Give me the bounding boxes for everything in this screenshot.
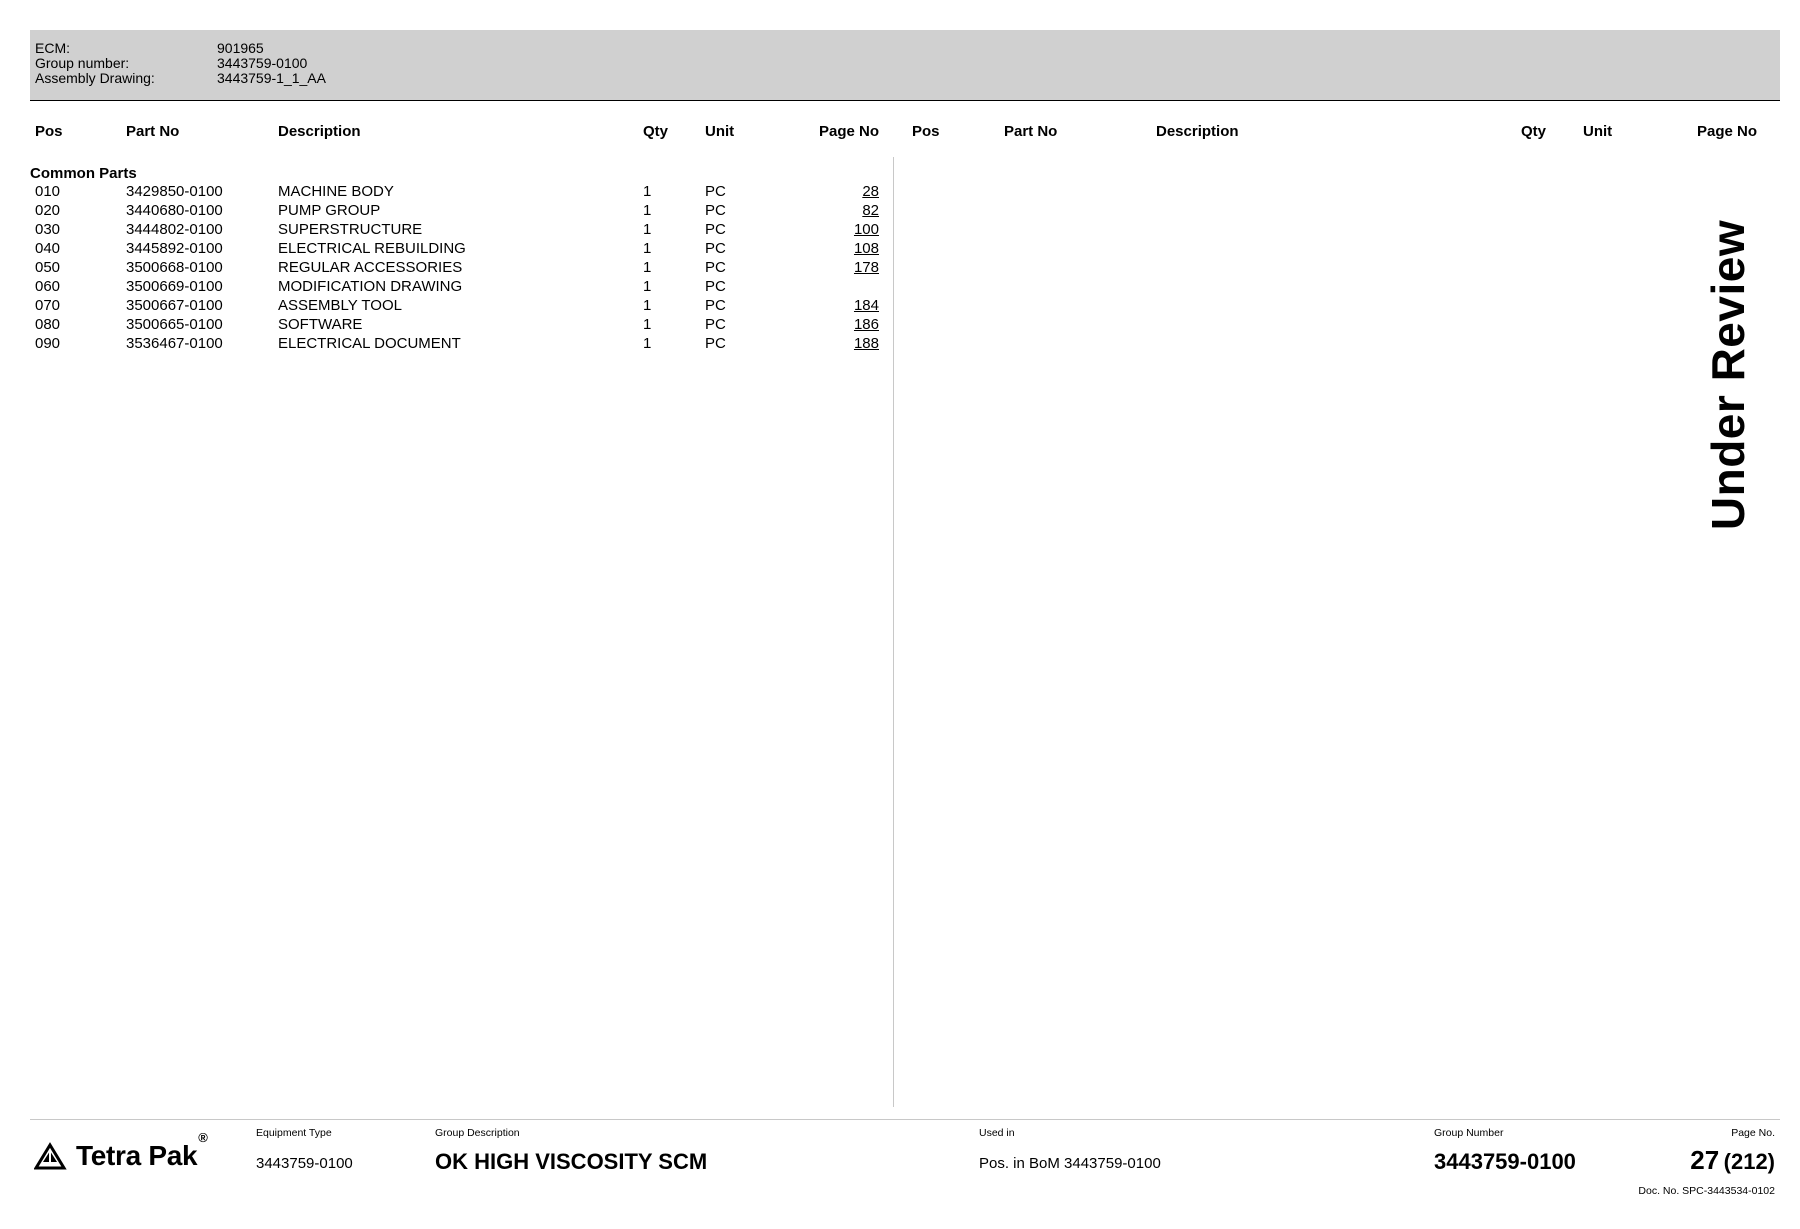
row-page-link[interactable]: 108 xyxy=(853,240,879,257)
row-page-link[interactable]: 100 xyxy=(853,221,879,238)
row-description: ASSEMBLY TOOL xyxy=(278,297,402,314)
col-unit-left: Unit xyxy=(705,123,735,140)
col-qty-right: Qty xyxy=(1521,123,1547,140)
under-review-watermark: Under Review xyxy=(1702,219,1754,531)
equipment-type-label: Equipment Type xyxy=(256,1127,332,1139)
row-unit: PC xyxy=(705,202,726,219)
row-pos: 020 xyxy=(35,202,61,219)
row-unit: PC xyxy=(705,316,726,333)
row-pos: 040 xyxy=(35,240,61,257)
row-part-no: 3500665-0100 xyxy=(126,316,223,333)
row-part-no: 3444802-0100 xyxy=(126,221,223,238)
row-part-no: 3500669-0100 xyxy=(126,278,223,295)
group-number-value: 3443759-0100 xyxy=(217,55,308,71)
row-part-no: 3445892-0100 xyxy=(126,240,223,257)
column-divider xyxy=(893,157,894,1107)
row-description: SOFTWARE xyxy=(278,316,363,333)
row-description: MACHINE BODY xyxy=(278,183,394,200)
row-pos: 010 xyxy=(35,183,61,200)
table-row xyxy=(0,277,893,296)
col-part-no-right: Part No xyxy=(1004,123,1058,140)
row-pos: 070 xyxy=(35,297,61,314)
row-unit: PC xyxy=(705,240,726,257)
row-description: PUMP GROUP xyxy=(278,202,381,219)
row-qty: 1 xyxy=(643,316,652,333)
row-qty: 1 xyxy=(643,240,652,257)
col-page-no-left: Page No xyxy=(818,123,879,140)
logo-text xyxy=(76,1130,208,1172)
col-pos-right: Pos xyxy=(912,123,940,140)
row-pos: 090 xyxy=(35,335,61,352)
table-row xyxy=(0,296,893,315)
row-page-link[interactable]: 28 xyxy=(862,183,879,200)
row-page-link[interactable]: 178 xyxy=(853,259,879,276)
row-unit: PC xyxy=(705,183,726,200)
row-qty: 1 xyxy=(643,297,652,314)
used-in-label: Used in xyxy=(979,1127,1015,1139)
group-number-label: Group number: xyxy=(35,55,130,71)
assembly-drawing-value: 3443759-1_1_AA xyxy=(217,70,326,86)
row-pos: 060 xyxy=(35,278,61,295)
table-row xyxy=(0,182,893,201)
row-description: ELECTRICAL DOCUMENT xyxy=(278,335,461,352)
row-qty: 1 xyxy=(643,202,652,219)
row-part-no: 3536467-0100 xyxy=(126,335,223,352)
tetra-pak-icon xyxy=(34,1142,68,1170)
assembly-drawing-label: Assembly Drawing: xyxy=(35,70,155,86)
row-description: SUPERSTRUCTURE xyxy=(278,221,423,238)
row-description: REGULAR ACCESSORIES xyxy=(278,259,463,276)
table-row xyxy=(0,239,893,258)
row-part-no: 3500668-0100 xyxy=(126,259,223,276)
group-description-value: OK HIGH VISCOSITY SCM xyxy=(435,1149,708,1174)
row-qty: 1 xyxy=(643,278,652,295)
page-number-block xyxy=(1690,1145,1775,1176)
row-page-link[interactable]: 184 xyxy=(853,297,879,314)
table-row xyxy=(0,201,893,220)
col-description-right: Description xyxy=(1156,123,1239,140)
tetra-pak-logo xyxy=(34,1130,208,1174)
row-part-no: 3500667-0100 xyxy=(126,297,223,314)
col-unit-right: Unit xyxy=(1583,123,1613,140)
row-page-link[interactable]: 82 xyxy=(862,202,879,219)
group-number-label-footer: Group Number xyxy=(1434,1127,1504,1139)
row-qty: 1 xyxy=(643,221,652,238)
header-band xyxy=(30,30,1780,101)
row-unit: PC xyxy=(705,221,726,238)
row-pos: 080 xyxy=(35,316,61,333)
col-part-no-left: Part No xyxy=(126,123,180,140)
row-page-link[interactable]: 188 xyxy=(853,335,879,352)
row-part-no: 3429850-0100 xyxy=(126,183,223,200)
logo-wordmark: Tetra Pak xyxy=(76,1140,198,1171)
section-title: Common Parts xyxy=(30,165,137,182)
row-unit: PC xyxy=(705,278,726,295)
row-description: ELECTRICAL REBUILDING xyxy=(278,240,466,257)
doc-number: Doc. No. SPC-3443534-0102 xyxy=(1638,1185,1775,1197)
table-row xyxy=(0,315,893,334)
footer-divider xyxy=(30,1119,1780,1120)
row-unit: PC xyxy=(705,335,726,352)
row-description: MODIFICATION DRAWING xyxy=(278,278,463,295)
row-part-no: 3440680-0100 xyxy=(126,202,223,219)
equipment-type-value: 3443759-0100 xyxy=(256,1155,353,1172)
table-row xyxy=(0,334,893,353)
col-description-left: Description xyxy=(278,123,361,140)
page-no-label: Page No. xyxy=(1731,1127,1775,1139)
row-page-link[interactable]: 186 xyxy=(853,316,879,333)
ecm-value: 901965 xyxy=(217,40,264,56)
row-qty: 1 xyxy=(643,183,652,200)
col-page-no-right: Page No xyxy=(1696,123,1757,140)
page-total: (212) xyxy=(1723,1149,1775,1174)
table-row xyxy=(0,220,893,239)
page-number: 27 xyxy=(1690,1145,1720,1175)
row-unit: PC xyxy=(705,259,726,276)
row-unit: PC xyxy=(705,297,726,314)
ecm-label: ECM: xyxy=(35,40,70,56)
col-pos-left: Pos xyxy=(35,123,63,140)
row-pos: 050 xyxy=(35,259,61,276)
col-qty-left: Qty xyxy=(643,123,669,140)
group-description-label: Group Description xyxy=(435,1127,520,1139)
table-row xyxy=(0,258,893,277)
row-qty: 1 xyxy=(643,335,652,352)
row-pos: 030 xyxy=(35,221,61,238)
group-number-value-footer: 3443759-0100 xyxy=(1434,1149,1576,1174)
row-qty: 1 xyxy=(643,259,652,276)
registered-mark: ® xyxy=(198,1130,208,1145)
used-in-value: Pos. in BoM 3443759-0100 xyxy=(979,1155,1161,1172)
